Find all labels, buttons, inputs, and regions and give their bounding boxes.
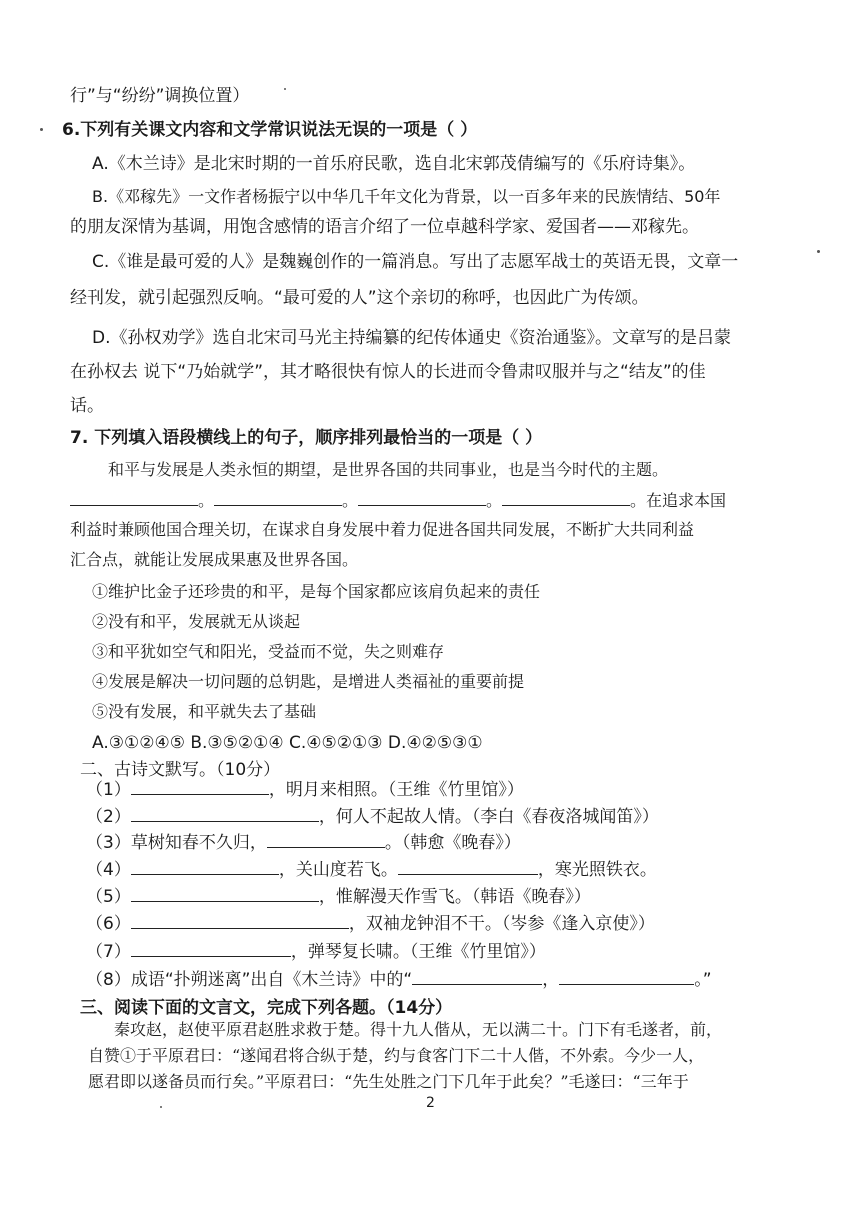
answer-blank[interactable] bbox=[131, 860, 279, 875]
poem-item-7: （7） ，弹琴复长啸。（王维《竹里馆》） bbox=[86, 942, 546, 962]
section-2-heading: 二、古诗文默写。（10分） bbox=[80, 760, 281, 780]
answer-blank[interactable] bbox=[502, 491, 630, 506]
answer-blank[interactable] bbox=[398, 860, 538, 875]
q7-passage-line3: 利益时兼顾他国合理关切，在谋求自身发展中着力促进各国共同发展，不断扩大共同利益 bbox=[70, 520, 695, 539]
q7-sentence-1: ①维护比金子还珍贵的和平，是每个国家都应该肩负起来的责任 bbox=[92, 582, 541, 601]
q6-option-b-line2: 的朋友深情为基调，用饱含感情的语言介绍了一位卓越科学家、爱国者——邓稼先。 bbox=[70, 217, 699, 237]
answer-blank[interactable] bbox=[559, 970, 694, 985]
question-6-stem: 6.下列有关课文内容和文学常识说法无误的一项是（ ） bbox=[62, 120, 478, 140]
answer-blank[interactable] bbox=[214, 491, 342, 506]
q6-option-d-line2: 在孙权去 说下“乃始就学”，其才略很快有惊人的长进而令鲁肃叹服并与之“结友”的佳 bbox=[70, 362, 706, 382]
poem-item-2: （2） ，何人不起故人情。（李白《春夜洛城闻笛》） bbox=[86, 807, 659, 827]
answer-blank[interactable] bbox=[131, 807, 319, 822]
q6-option-d-line3: 话。 bbox=[70, 396, 104, 416]
q6-option-d-line1: D.《孙权劝学》选自北宋司马光主持编纂的纪传体通史《资治通鉴》。文章写的是吕蒙 bbox=[92, 328, 731, 348]
scan-speck bbox=[160, 1106, 162, 1108]
q6-option-c-line2: 经刊发，就引起强烈反响。“最可爱的人”这个亲切的称呼，也因此广为传颂。 bbox=[70, 288, 649, 308]
answer-blank[interactable] bbox=[131, 942, 291, 957]
scan-speck bbox=[40, 128, 43, 131]
q7-passage-line4: 汇合点，就能让发展成果惠及世界各国。 bbox=[70, 550, 359, 569]
question-7-stem: 7. 下列填入语段横线上的句子，顺序排列最恰当的一项是（ ） bbox=[70, 428, 543, 448]
answer-blank[interactable] bbox=[70, 491, 198, 506]
scan-speck bbox=[284, 88, 286, 90]
q7-sentence-3: ③和平犹如空气和阳光，受益而不觉，失之则难存 bbox=[92, 642, 445, 661]
answer-blank[interactable] bbox=[412, 970, 542, 985]
poem-item-3: （3）草树知春不久归， 。（韩愈《晚春》） bbox=[86, 833, 521, 853]
answer-blank[interactable] bbox=[267, 833, 385, 848]
section-3-heading: 三、阅读下面的文言文，完成下列各题。（14分） bbox=[80, 998, 453, 1018]
q7-sentence-2: ②没有和平，发展就无从谈起 bbox=[92, 612, 301, 631]
classical-text-line1: 秦攻赵，赵使平原君赵胜求救于楚。得十九人偕从，无以满二十。门下有毛遂者，前， bbox=[114, 1020, 723, 1039]
q7-passage-line2: 。 。 。 。在追求本国 bbox=[70, 491, 726, 511]
q6-option-c-line1: C.《谁是最可爱的人》是魏巍创作的一篇消息。写出了志愿军战士的英语无畏，文章一 bbox=[92, 252, 739, 272]
q7-sentence-5: ⑤没有发展，和平就失去了基础 bbox=[92, 702, 317, 721]
classical-text-line2: 自赞①于平原君曰：“遂闻君将合纵于楚，约与食客门下二十人偕，不外索。今少一人， bbox=[88, 1046, 705, 1065]
q6-option-b-line1: B.《邓稼先》一文作者杨振宁以中华几千年文化为背景，以一百多年来的民族情结、50年 bbox=[92, 187, 721, 206]
text-line: 行”与“纷纷”调换位置） bbox=[70, 86, 250, 106]
poem-item-6: （6） ，双袖龙钟泪不干。（岑参《逢入京使》） bbox=[86, 914, 655, 934]
q7-sentence-4: ④发展是解决一切问题的总钥匙，是增进人类福祉的重要前提 bbox=[92, 672, 525, 691]
scan-speck bbox=[817, 250, 820, 253]
page-number: 2 bbox=[426, 1095, 435, 1111]
classical-text-line3: 愿君即以遂备员而行矣。”平原君曰：“先生处胜之门下几年于此矣？”毛遂曰：“三年于 bbox=[88, 1072, 689, 1091]
poem-item-5: （5） ，惟解漫天作雪飞。（韩语《晚春》） bbox=[86, 887, 591, 907]
answer-blank[interactable] bbox=[131, 780, 269, 795]
q7-passage-line1: 和平与发展是人类永恒的期望，是世界各国的共同事业，也是当今时代的主题。 bbox=[108, 460, 669, 479]
answer-blank[interactable] bbox=[131, 914, 349, 929]
q6-option-a: A.《木兰诗》是北宋时期的一首乐府民歌，选自北宋郭茂倩编写的《乐府诗集》。 bbox=[92, 154, 696, 174]
poem-item-4: （4） ，关山度若飞。 ，寒光照铁衣。 bbox=[86, 860, 657, 880]
poem-item-1: （1） ，明月来相照。（王维《竹里馆》） bbox=[86, 780, 524, 800]
q7-answer-choices: A.③①②④⑤ B.③⑤②①④ C.④⑤②①③ D.④②⑤③① bbox=[92, 733, 483, 753]
q7-passage-tail: 。在追求本国 bbox=[630, 491, 727, 510]
poem-item-8: （8）成语“扑朔迷离”出自《木兰诗》中的“ ， 。” bbox=[86, 970, 712, 990]
answer-blank[interactable] bbox=[358, 491, 486, 506]
answer-blank[interactable] bbox=[131, 887, 319, 902]
